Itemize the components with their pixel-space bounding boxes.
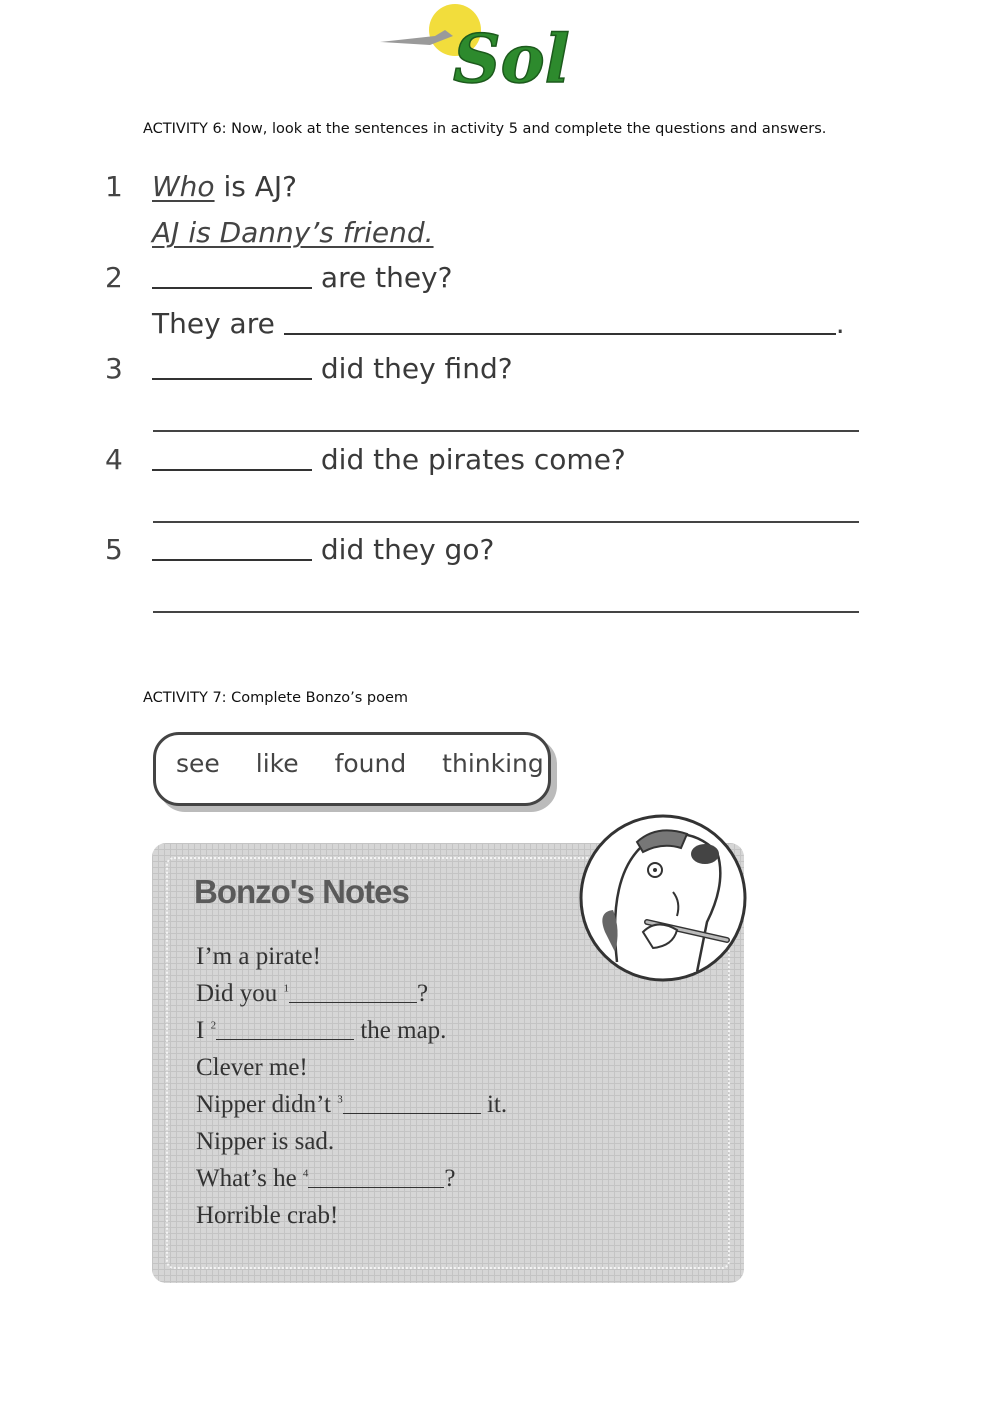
blank-number: 2 xyxy=(210,1019,217,1032)
answer-prefix: They are xyxy=(152,307,275,340)
bonzo-dog-illustration xyxy=(577,812,749,984)
word-bank xyxy=(153,732,551,806)
poem-line-5: Nipper didn’t $^3$ it. xyxy=(196,1091,508,1118)
example-answer: AJ is Danny’s friend. xyxy=(152,216,434,249)
poem-blank-2[interactable] xyxy=(216,1019,354,1040)
example-word: Who xyxy=(152,170,215,203)
activity7-instruction: ACTIVITY 7: Complete Bonzo’s poem xyxy=(143,690,409,706)
question-number: 3 xyxy=(105,352,123,385)
answer-line-5[interactable] xyxy=(153,611,859,613)
question-number: 4 xyxy=(105,443,123,476)
question-number: 1 xyxy=(105,170,123,203)
answer-blank[interactable] xyxy=(284,309,836,335)
activity6-questions xyxy=(105,160,875,630)
question-text: did the pirates come? xyxy=(320,443,626,476)
answer-blank[interactable] xyxy=(152,354,312,380)
poem-line-3: I $^2$ the map. xyxy=(196,1017,447,1044)
question-number: 5 xyxy=(105,533,123,566)
question-text: is AJ? xyxy=(214,170,298,203)
notes-title: Bonzo's Notes xyxy=(194,873,409,910)
answer-blank[interactable] xyxy=(152,535,312,561)
blank-number: 3 xyxy=(337,1093,343,1106)
poem-line-4: Clever me! xyxy=(196,1054,308,1081)
answer-2: They are . xyxy=(152,307,845,340)
word-bank-item: like xyxy=(255,749,299,778)
question-2 xyxy=(105,261,452,294)
poem-line-7: What’s he $^4$ ? xyxy=(196,1165,456,1192)
word-bank-item: found xyxy=(334,749,407,778)
logo-text: Sol xyxy=(453,20,570,95)
word-bank-item: thinking xyxy=(442,749,544,778)
poem-blank-4[interactable] xyxy=(308,1167,444,1188)
poem-blank-1[interactable] xyxy=(289,982,417,1003)
question-text: are they? xyxy=(320,261,453,294)
blank-number: 1 xyxy=(283,982,289,995)
question-3 xyxy=(105,352,513,385)
question-text: did they find? xyxy=(320,352,513,385)
poem-line-8: Horrible crab! xyxy=(196,1202,339,1229)
answer-1 xyxy=(152,216,434,249)
answer-line-3[interactable] xyxy=(153,430,859,432)
word-bank-item: see xyxy=(176,749,220,778)
activity6-instruction: ACTIVITY 6: Now, look at the sentences in activity 5 and complete the questions and answers. xyxy=(143,121,827,137)
answer-blank[interactable] xyxy=(152,263,312,289)
question-text: did they go? xyxy=(320,533,495,566)
poem-line-6: Nipper is sad. xyxy=(196,1128,335,1155)
answer-line-4[interactable] xyxy=(153,521,859,523)
question-4 xyxy=(105,443,626,476)
poem-line-1: I’m a pirate! xyxy=(196,943,321,970)
question-5 xyxy=(105,533,494,566)
question-number: 2 xyxy=(105,261,123,294)
poem-line-2: Did you $^1$ ? xyxy=(196,980,429,1007)
sol-logo xyxy=(375,0,590,95)
poem-blank-3[interactable] xyxy=(343,1093,481,1114)
blank-number: 4 xyxy=(302,1167,309,1180)
answer-blank[interactable] xyxy=(152,445,312,471)
question-1 xyxy=(105,170,297,203)
